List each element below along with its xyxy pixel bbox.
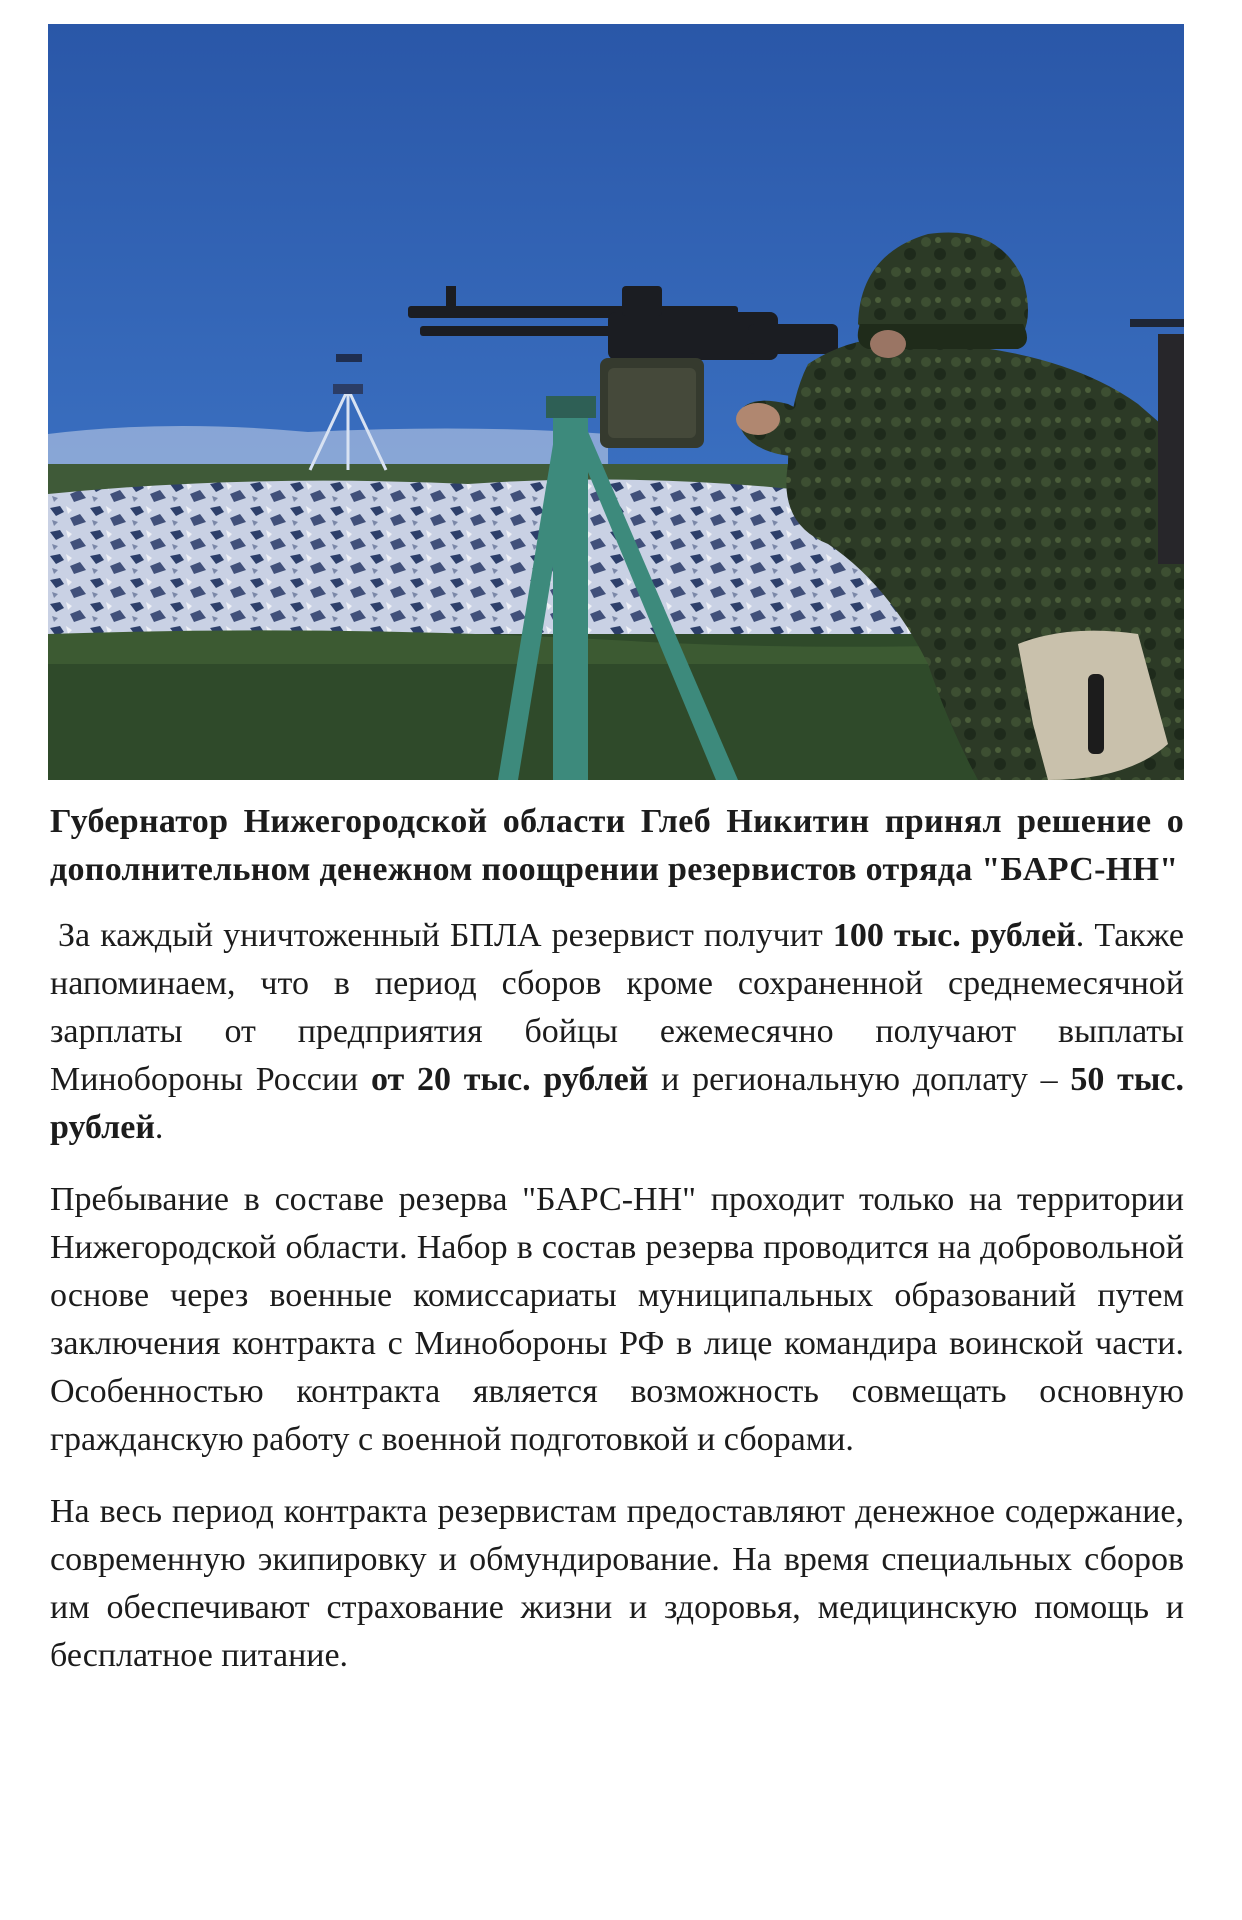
article-headline: Губернатор Нижегородской области Глеб Никитин принял решение о дополнительном денежном поощрении резервистов отряда "БАРС-НН" [50, 803, 1184, 888]
p1-text-3: и региональную доплату – [648, 1061, 1071, 1098]
p1-bold-2: от 20 тыс. рублей [371, 1061, 649, 1098]
paragraph-payments [50, 912, 1184, 1152]
soldier-machine-gun-photo [48, 24, 1184, 780]
p1-bold-3: 50 тыс. рублей [50, 1061, 1185, 1146]
article-photo [48, 24, 1184, 780]
article-body [50, 798, 1184, 1704]
p1-text-2: . Также напоминаем, что в период сборов кроме сохраненной среднемесячной зарплаты от предприятия бойцы ежемесячно получают выплаты Минобороны России [50, 917, 1184, 1098]
p1-text-4: . [154, 1109, 164, 1146]
paragraph-service-terms: Пребывание в составе резерва "БАРС-НН" проходит только на территории Нижегородской области. Набор в состав резерва проводится на добровольной основе через военные комиссариаты муниципальных образований путем заключения контракта с Минобороны РФ в лице командира воинской части. Особенностью контракта является возможность совмещать основную гражданскую работу с военной подготовкой и сборами. [50, 1181, 1184, 1458]
p1-bold-1: 100 тыс. рублей [832, 917, 1076, 954]
p1-text-1: За каждый уничтоженный БПЛА резервист получит [58, 917, 833, 954]
paragraph-benefits: На весь период контракта резервистам предоставляют денежное содержание, современную экипировку и обмундирование. На время специальных сборов им обеспечивают страхование жизни и здоровья, медицинскую помощь и бесплатное питание. [50, 1493, 1184, 1674]
